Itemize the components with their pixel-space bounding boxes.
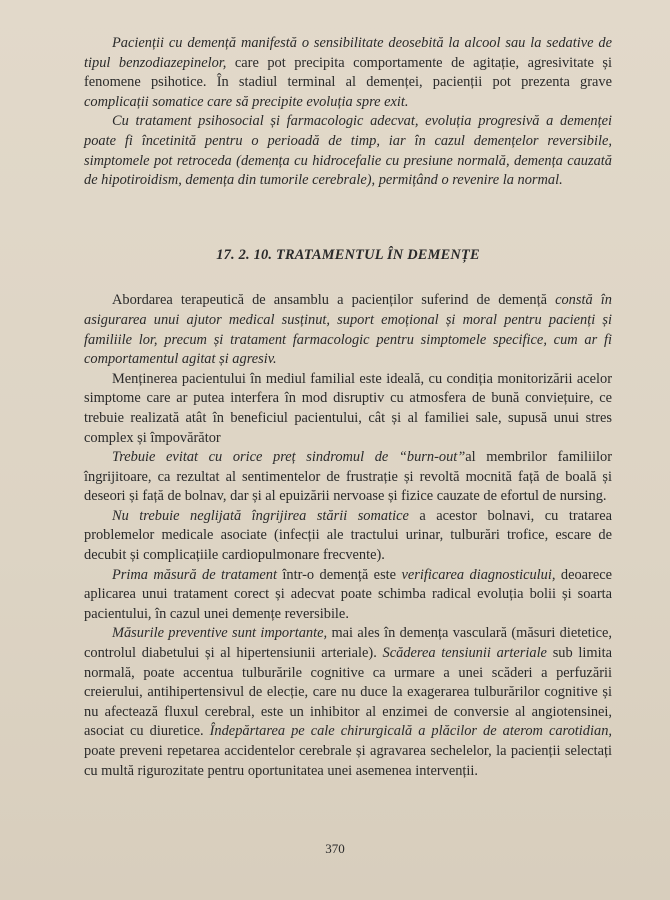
italic-text: Scăderea tensiunii arteriale — [382, 645, 553, 662]
italic-text: Pacienții cu demență manifestă o sensibilitate deosebită la alcool sau la sedative de tipul benzodiazepinelor, — [84, 35, 612, 71]
text-run: sub limita normală, poate accentua tulburările cognitive ca urmare a unei scăderi a perfuzării creierului, antihipertensivul de elecție, care nu duce la exagerarea tulburărilor cognitive și nu afectează fluxul cerebral, este un inhibitor al enzimei de conversie al angiotensinei, asociat cu diuretice. — [84, 645, 612, 740]
paragraph — [84, 370, 612, 448]
paragraph — [84, 448, 612, 507]
text-run: mai ales în demența vasculară (măsuri dietetice, controlul diabetului și al hipertensiunii arteriale). — [84, 625, 612, 662]
italic-text: verificarea diagnosticului, — [401, 566, 561, 583]
paragraph — [84, 566, 612, 625]
text-run: deoarece aplicarea unui tratament corect și adecvat poate schimba radical evoluția bolii și soarta pacientului, în cazul unei demențe reversibile. — [84, 566, 613, 622]
italic-text: Cu tratament psihosocial și farmacologic adecvat, evoluția progresivă a demenței poate fi încetinită pentru o perioadă de timp, iar în cazul demențelor reversibile, simptomele pot retroceda (demența cu hidrocefalie cu presiune normală, demența cauzată de hipotiroidism, demența din tumorile cerebrale), permițând o revenire la normal. — [84, 113, 612, 189]
text-run: care pot precipita comportamente de agitație, agresivitate și fenomene psihotice. În stadiul terminal al demenței, pacienții pot prezenta grave — [84, 54, 613, 91]
paragraph — [84, 291, 612, 369]
treatment-paragraphs — [84, 291, 612, 781]
intro-paragraphs — [84, 34, 612, 191]
text-run: al membrilor familiilor îngrijitoare, ca rezultat al sentimentelor de frustrație și revoltă mocnită față de boală și deseori și față de bolnav, dar și al epuizării nervoase și fizice cauzate de efortul de nursing. — [84, 449, 612, 505]
italic-text: Nu trebuie neglijată îngrijirea stării somatice — [112, 507, 420, 524]
paragraph — [84, 112, 612, 190]
italic-text: Măsurile preventive sunt importante, — [112, 625, 332, 642]
text-run: Abordarea terapeutică de ansamblu a pacienților suferind de demență — [112, 292, 556, 309]
section-heading: 17. 2. 10. TRATAMENTUL ÎN DEMENȚE — [216, 246, 480, 263]
italic-text: Trebuie evitat cu orice preț sindromul de “burn-out” — [112, 449, 466, 466]
paragraph — [84, 34, 612, 112]
text-run: poate preveni repetarea accidentelor cerebrale și agravarea sechelelor, la pacienții selectați cu multă rigurozitate pentru oportunitatea unei asemenea intervenții. — [84, 743, 612, 779]
italic-text: constă în asigurarea unui ajutor medical susținut, suport emoțional și moral pentru pacienți și familiile lor, precum și tratament farmacologic pentru simptomele specifice, cum ar fi comportamentul agitat și agresiv. — [84, 292, 612, 368]
page-body — [84, 34, 612, 781]
italic-text: Prima măsură de tratament — [112, 566, 283, 583]
paragraph — [84, 624, 612, 781]
italic-text: complicații somatice care să precipite evoluția spre exit. — [84, 93, 409, 110]
text-run: Menținerea pacientului în mediul familial este ideală, cu condiția monitorizării acelor simptome care ar putea interfera în mod disruptiv cu atmosfera de bună conviețuire, ce trebuie realizată atât în beneficiul pacientului, cât și al familiei sale, supusă unui stres complex și împovărător — [84, 370, 612, 446]
italic-text: Îndepărtarea pe cale chirurgicală a plăcilor de aterom carotidian, — [209, 723, 612, 740]
text-run: a acestor bolnavi, cu tratarea problemelor medicale asociate (infecții ale tractului urinar, tulburări trofice, escare de decubit și complicațiile cardiopulmonare frecvente). — [84, 507, 612, 564]
text-run: într-o demență este — [282, 566, 402, 583]
paragraph — [84, 507, 612, 566]
page-number: 370 — [325, 841, 345, 856]
